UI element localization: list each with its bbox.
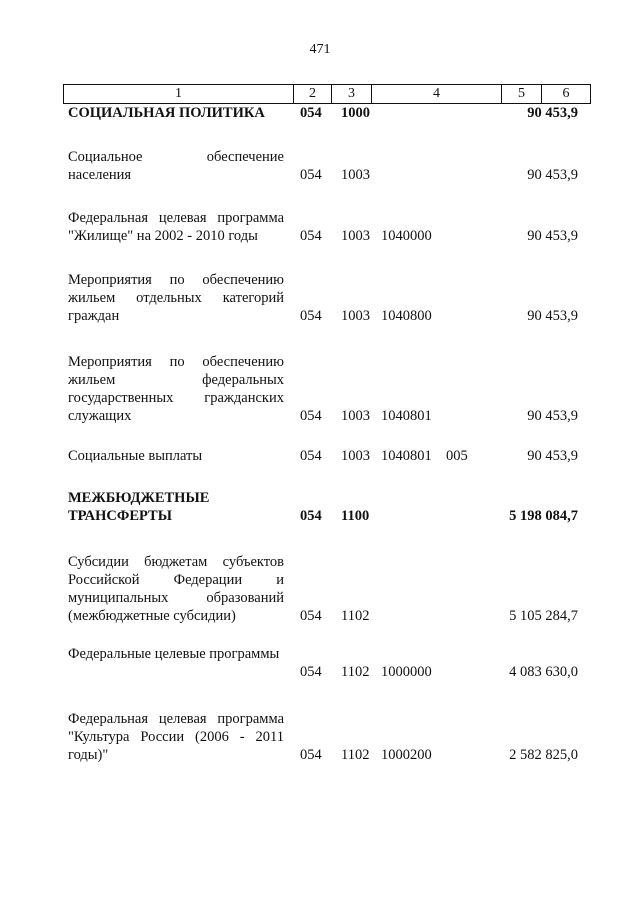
row-name: Социальные выплаты bbox=[68, 448, 203, 464]
row-ved: 054 bbox=[300, 228, 322, 244]
row-target-article: 1040800 bbox=[381, 308, 432, 324]
row-section: 1003 bbox=[341, 167, 370, 183]
row-sum: 90 453,9 bbox=[527, 167, 578, 183]
header-col-6: 6 bbox=[562, 86, 570, 101]
row-target-article: 1040801 bbox=[381, 448, 432, 464]
header-col-1: 1 bbox=[64, 85, 294, 103]
row-section: 1102 bbox=[341, 747, 370, 763]
row-target-article: 1000200 bbox=[381, 747, 432, 763]
row-ved: 054 bbox=[300, 664, 322, 680]
row-target-article: 1040801 bbox=[381, 408, 432, 424]
row-sum: 5 105 284,7 bbox=[509, 608, 578, 624]
row-sum: 90 453,9 bbox=[527, 448, 578, 464]
row-name: Мероприятия по обеспечению жильем федеральных государственных гражданских служащих bbox=[68, 354, 284, 424]
table-header bbox=[63, 84, 591, 104]
row-sum: 90 453,9 bbox=[527, 105, 578, 121]
header-col-3: 3 bbox=[332, 85, 372, 103]
row-ved: 054 bbox=[300, 508, 322, 524]
row-sum: 90 453,9 bbox=[527, 308, 578, 324]
row-section: 1003 bbox=[341, 228, 370, 244]
row-ved: 054 bbox=[300, 308, 322, 324]
row-section: 1003 bbox=[341, 448, 370, 464]
row-section: 1100 bbox=[341, 508, 370, 524]
row-target-article: 1040000 bbox=[381, 228, 432, 244]
row-sum: 90 453,9 bbox=[527, 408, 578, 424]
row-expense-type: 005 bbox=[446, 448, 468, 464]
row-ved: 054 bbox=[300, 608, 322, 624]
row-ved: 054 bbox=[300, 167, 322, 183]
row-name: Социальное обеспечение населения bbox=[68, 149, 284, 183]
row-target-article: 1000000 bbox=[381, 664, 432, 680]
row-section: 1003 bbox=[341, 408, 370, 424]
row-section: 1102 bbox=[341, 664, 370, 680]
page-number: 471 bbox=[309, 42, 331, 57]
row-name: Федеральная целевая программа "Культура России (2006 - 2011 годы)" bbox=[68, 711, 284, 763]
row-ved: 054 bbox=[300, 747, 322, 763]
row-sum: 5 198 084,7 bbox=[509, 508, 578, 524]
row-section: 1102 bbox=[341, 608, 370, 624]
row-name: Мероприятия по обеспечению жильем отдельных категорий граждан bbox=[68, 272, 284, 324]
row-ved: 054 bbox=[300, 408, 322, 424]
row-ved: 054 bbox=[300, 105, 322, 121]
row-name: Субсидии бюджетам субъектов Российской Федерации и муниципальных образований (межбюджетные субсидии) bbox=[68, 554, 284, 624]
row-sum: 90 453,9 bbox=[527, 228, 578, 244]
header-col-5: 5 bbox=[502, 85, 542, 103]
row-name: Федеральные целевые программы bbox=[68, 646, 280, 662]
row-sum: 2 582 825,0 bbox=[509, 747, 578, 763]
row-name: Федеральная целевая программа "Жилище" на 2002 - 2010 годы bbox=[68, 210, 284, 244]
row-ved: 054 bbox=[300, 448, 322, 464]
row-section: 1003 bbox=[341, 308, 370, 324]
row-name: МЕЖБЮДЖЕТНЫЕ ТРАНСФЕРТЫ bbox=[68, 490, 210, 524]
row-section: 1000 bbox=[341, 105, 370, 121]
header-col-2: 2 bbox=[294, 85, 332, 103]
row-sum: 4 083 630,0 bbox=[509, 664, 578, 680]
row-name: СОЦИАЛЬНАЯ ПОЛИТИКА bbox=[68, 105, 265, 121]
header-col-4: 4 bbox=[372, 85, 502, 103]
